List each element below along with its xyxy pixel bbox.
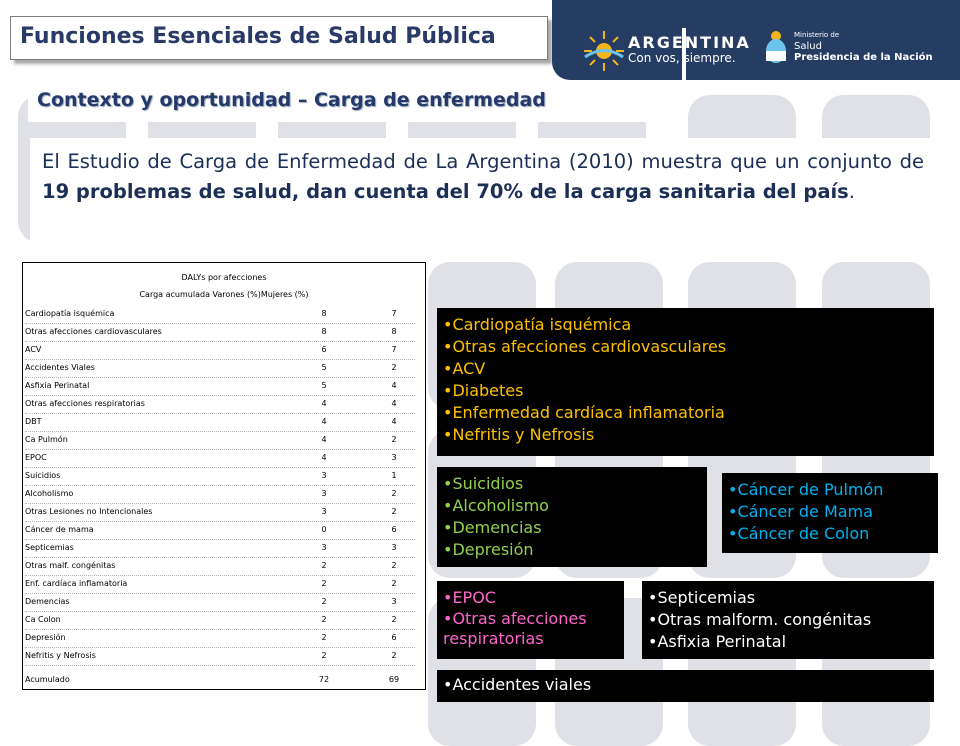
table-row-men: 0 xyxy=(321,525,327,534)
table-row-men: 2 xyxy=(321,633,327,642)
group-item: • Otras afecciones cardiovasculares xyxy=(443,336,928,358)
group-item: • Accidentes viales xyxy=(443,674,928,696)
group-mental-list xyxy=(443,473,701,561)
group-item: • Cáncer de Mama xyxy=(728,501,932,523)
section-subtitle: Contexto y oportunidad – Carga de enfermedad xyxy=(37,89,546,111)
table-row-men: 6 xyxy=(321,345,327,354)
table-row-women: 2 xyxy=(391,579,397,588)
table-row-women: 3 xyxy=(391,597,397,606)
table-row-men: 2 xyxy=(321,561,327,570)
table-row-label: Alcoholismo xyxy=(25,489,74,498)
table-row xyxy=(25,485,415,504)
ministry-line-2: Salud xyxy=(794,41,822,52)
table-total-row xyxy=(25,671,415,689)
table-row xyxy=(25,593,415,612)
group-item: • Diabetes xyxy=(443,380,928,402)
page-title: Funciones Esenciales de Salud Pública xyxy=(20,24,496,49)
table-row-label: Otras afecciones respiratorias xyxy=(25,399,145,408)
table-row-women: 2 xyxy=(391,561,397,570)
group-item: • Cáncer de Pulmón xyxy=(728,479,932,501)
table-row-men: 5 xyxy=(321,381,327,390)
table-row-women: 6 xyxy=(391,525,397,534)
table-row-men: 2 xyxy=(321,651,327,660)
table-row-women: 7 xyxy=(391,345,397,354)
group-mental xyxy=(437,467,707,567)
table-total-women: 69 xyxy=(388,675,400,684)
ministry-line-3: Presidencia de la Nación xyxy=(794,52,933,63)
table-row-label: Otras malf. congénitas xyxy=(25,561,116,570)
table-row-men: 3 xyxy=(321,507,327,516)
table-row-women: 4 xyxy=(391,417,397,426)
paragraph-highlight: 19 problemas de salud, dan cuenta del 70% de la carga sanitaria del país xyxy=(42,180,849,203)
table-row xyxy=(25,413,415,432)
group-respiratory xyxy=(437,581,624,659)
table-row-label: Ca Colon xyxy=(25,615,61,624)
table-row-women: 2 xyxy=(391,435,397,444)
group-perinatal-list xyxy=(648,587,928,653)
table-row-women: 6 xyxy=(391,633,397,642)
group-item: • Asfixia Perinatal xyxy=(648,631,928,653)
table-row-women: 2 xyxy=(391,363,397,372)
table-row-label: Demencias xyxy=(25,597,70,606)
table-row xyxy=(25,377,415,396)
table-row-label: Cáncer de mama xyxy=(25,525,94,534)
table-row xyxy=(25,521,415,540)
table-row xyxy=(25,395,415,414)
group-cancer xyxy=(722,473,938,553)
table-row-label: Suicidios xyxy=(25,471,61,480)
table-row xyxy=(25,557,415,576)
table-row-label: Depresión xyxy=(25,633,66,642)
table-row-men: 2 xyxy=(321,579,327,588)
table-row-women: 1 xyxy=(391,471,397,480)
table-row xyxy=(25,341,415,360)
table-title: DALYs por afecciones xyxy=(181,273,267,282)
table-row xyxy=(25,539,415,558)
table-row xyxy=(25,323,415,342)
table-row xyxy=(25,467,415,486)
group-item: • Enfermedad cardíaca inflamatoria xyxy=(443,402,928,424)
table-row-label: Accidentes Viales xyxy=(25,363,95,372)
table-row-label: Nefritis y Nefrosis xyxy=(25,651,96,660)
table-row-women: 7 xyxy=(391,309,397,318)
group-accidents-list xyxy=(443,674,928,696)
table-row-label: Otras Lesiones no Intencionales xyxy=(25,507,153,516)
table-row-women: 2 xyxy=(391,489,397,498)
sun-logo-icon xyxy=(583,30,625,72)
table-row xyxy=(25,431,415,450)
table-row-men: 5 xyxy=(321,363,327,372)
table-row-men: 2 xyxy=(321,597,327,606)
table-row xyxy=(25,449,415,468)
table-total-men: 72 xyxy=(318,675,330,684)
paragraph-intro: El Estudio de Carga de Enfermedad de La Argentina (2010) muestra que un conjunto de xyxy=(42,150,924,173)
group-item: • Cardiopatía isquémica xyxy=(443,314,928,336)
table-row-women: 4 xyxy=(391,381,397,390)
table-row xyxy=(25,359,415,378)
group-item: • Demencias xyxy=(443,517,701,539)
coat-of-arms-icon xyxy=(764,30,788,64)
group-item: • Suicidios xyxy=(443,473,701,495)
table-row-label: EPOC xyxy=(25,453,47,462)
table-row-women: 3 xyxy=(391,453,397,462)
table-row-men: 8 xyxy=(321,327,327,336)
group-item: • Alcoholismo xyxy=(443,495,701,517)
table-row-women: 4 xyxy=(391,399,397,408)
group-item: • ACV xyxy=(443,358,928,380)
table-header: Carga acumulada Varones (%)Mujeres (%) xyxy=(139,290,309,299)
group-perinatal xyxy=(642,581,934,659)
group-item: • Cáncer de Colon xyxy=(728,523,932,545)
table-row-label: DBT xyxy=(25,417,42,426)
table-row-women: 8 xyxy=(391,327,397,336)
table-row-label: Otras afecciones cardiovasculares xyxy=(25,327,162,336)
table-row-men: 4 xyxy=(321,435,327,444)
table-row-men: 4 xyxy=(321,453,327,462)
table-row-label: ACV xyxy=(25,345,42,354)
table-row-men: 8 xyxy=(321,309,327,318)
table-row xyxy=(25,575,415,594)
table-row xyxy=(25,503,415,522)
table-row-label: Asfixia Perinatal xyxy=(25,381,90,390)
table-row-women: 2 xyxy=(391,651,397,660)
group-cancer-list xyxy=(728,479,932,545)
table-row-men: 4 xyxy=(321,417,327,426)
table-row-men: 3 xyxy=(321,489,327,498)
table-row-men: 2 xyxy=(321,615,327,624)
group-item: • Septicemias xyxy=(648,587,928,609)
group-accidents xyxy=(437,670,934,702)
group-item: • Depresión xyxy=(443,539,701,561)
ministry-line-1: Ministerio de xyxy=(794,31,840,39)
table-row xyxy=(25,611,415,630)
table-row-women: 2 xyxy=(391,615,397,624)
title-box xyxy=(10,16,548,60)
group-cardio-list xyxy=(443,314,928,446)
intro-paragraph xyxy=(42,147,924,207)
group-cardio xyxy=(437,308,934,456)
paragraph-end: . xyxy=(848,180,855,203)
table-row-men: 3 xyxy=(321,471,327,480)
table-row-label: Enf. cardíaca inflamatoria xyxy=(25,579,128,588)
group-item: • Nefritis y Nefrosis xyxy=(443,424,928,446)
group-item: • Otras afecciones respiratorias xyxy=(443,609,615,649)
table-row-women: 3 xyxy=(391,543,397,552)
dalys-table xyxy=(22,262,426,690)
table-row-label: Septicemias xyxy=(25,543,74,552)
table-row-label: Ca Pulmón xyxy=(25,435,68,444)
table-row-men: 3 xyxy=(321,543,327,552)
logo-slogan: Con vos, siempre. xyxy=(628,51,736,65)
table-total-label: Acumulado xyxy=(25,675,70,684)
table-row xyxy=(25,305,415,324)
logo-country: ARGENTINA xyxy=(628,33,751,52)
table-row-men: 4 xyxy=(321,399,327,408)
table-row xyxy=(25,647,415,666)
table-row-label: Cardiopatía isquémica xyxy=(25,309,115,318)
table-row-women: 2 xyxy=(391,507,397,516)
table-row xyxy=(25,629,415,648)
group-respiratory-list xyxy=(443,587,618,649)
group-item: • EPOC xyxy=(443,587,618,609)
group-item: • Otras malform. congénitas xyxy=(648,609,928,631)
